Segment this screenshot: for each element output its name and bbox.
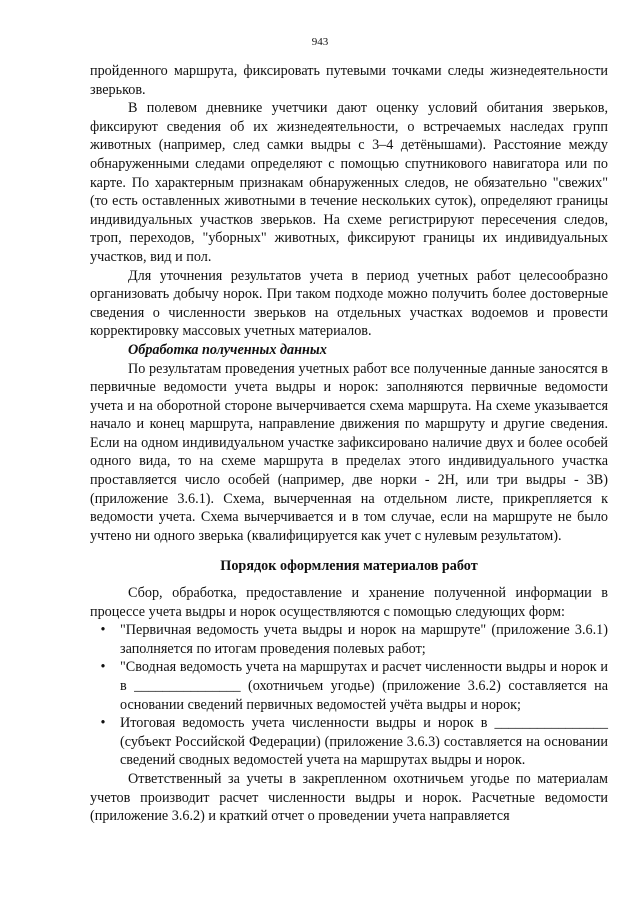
bullet-icon: • xyxy=(100,715,106,732)
bullet-icon: • xyxy=(100,622,106,639)
forms-list xyxy=(90,621,608,770)
list-item xyxy=(90,621,608,658)
paragraph-field-diary: В полевом дневнике учетчики дают оценку условий обитания зверьков, фиксируют сведения об их жизнедеятельности, о встречаемых наследах групп животных (например, след самки выдры с 3–4 детёнышами). Расстояние между обнаруженными следами определяют с помощью спутникового навигатора или по карте. По характерным признакам обнаруженных следов, не обязательно "свежих" (то есть оставленных животными в течение нескольких суток), определяют границы индивидуальных участков зверьков. На схеме регистрируют пересечения следов, троп, переходов, "уборных" животных, фиксируют границы их индивидуальных участков, вид и пол. xyxy=(90,100,608,265)
bullet-icon: • xyxy=(100,659,106,676)
list-item xyxy=(90,658,608,714)
list-item xyxy=(90,714,608,770)
section-heading: Порядок оформления материалов работ xyxy=(220,558,478,575)
list-item-text: "Сводная ведомость учета на маршрутах и расчет численности выдры и норок и в _______________ (охотничьем угодье) (приложение 3.6.2) составляется на основании сведений первичных ведомостей учёта выдры и норок; xyxy=(120,659,608,713)
paragraph-forms-intro: Сбор, обработка, предоставление и хранение полученной информации в процессе учета выдры и норок осуществляются с помощью следующих форм: xyxy=(90,585,608,620)
paragraph-continuation: пройденного маршрута, фиксировать путевыми точками следы жизнедеятельности зверьков. xyxy=(90,63,608,98)
paragraph-processing: По результатам проведения учетных работ все полученные данные заносятся в первичные ведомости учета выдры и норок: заполняются первичные ведомости учета и на оборотной стороне вычерчивается схема маршрута. На схеме указывается начало и конец маршрута, направление движения по маршруту и другие сведения. Если на одном индивидуальном участке зафиксировано наличие двух и более особей одного вида, то на схеме маршрута в пределах этого индивидуального участка проставляется число особей (например, две норки - 2Н, или три выдры - 3В) (приложение 3.6.1). Схема, вычерченная на отдельном листе, прикрепляется к ведомости учета. Схема вычерчивается и в том случае, если на маршруте не было учтено ни одного зверька (квалифицируется как учет с нулевым результатом). xyxy=(90,360,608,544)
page-number: 943 xyxy=(311,36,329,48)
list-item-text: Итоговая ведомость учета численности выдры и норок в ________________ (субъект Российской Федерации) (приложение 3.6.3) составляется на основании сведений сводных ведомостей учета на маршрутах выдры и норок. xyxy=(120,715,608,769)
subheading-data-processing: Обработка полученных данных xyxy=(128,341,327,358)
document-body xyxy=(90,62,608,826)
paragraph-responsible: Ответственный за учеты в закрепленном охотничьем угодье по материалам учетов производит расчет численности выдры и норок. Расчетные ведомости (приложение 3.6.2) и краткий отчет о проведении учета направляется xyxy=(90,770,608,825)
paragraph-clarification: Для уточнения результатов учета в период учетных работ целесообразно организовать добычу норок. При таком подходе можно получить более достоверные сведения о численности зверьков на отдельных участках водоемов и провести корректировку массовых учетных материалов. xyxy=(90,267,608,340)
list-item-text: "Первичная ведомость учета выдры и норок на маршруте" (приложение 3.6.1) заполняется по итогам проведения полевых работ; xyxy=(120,622,608,657)
